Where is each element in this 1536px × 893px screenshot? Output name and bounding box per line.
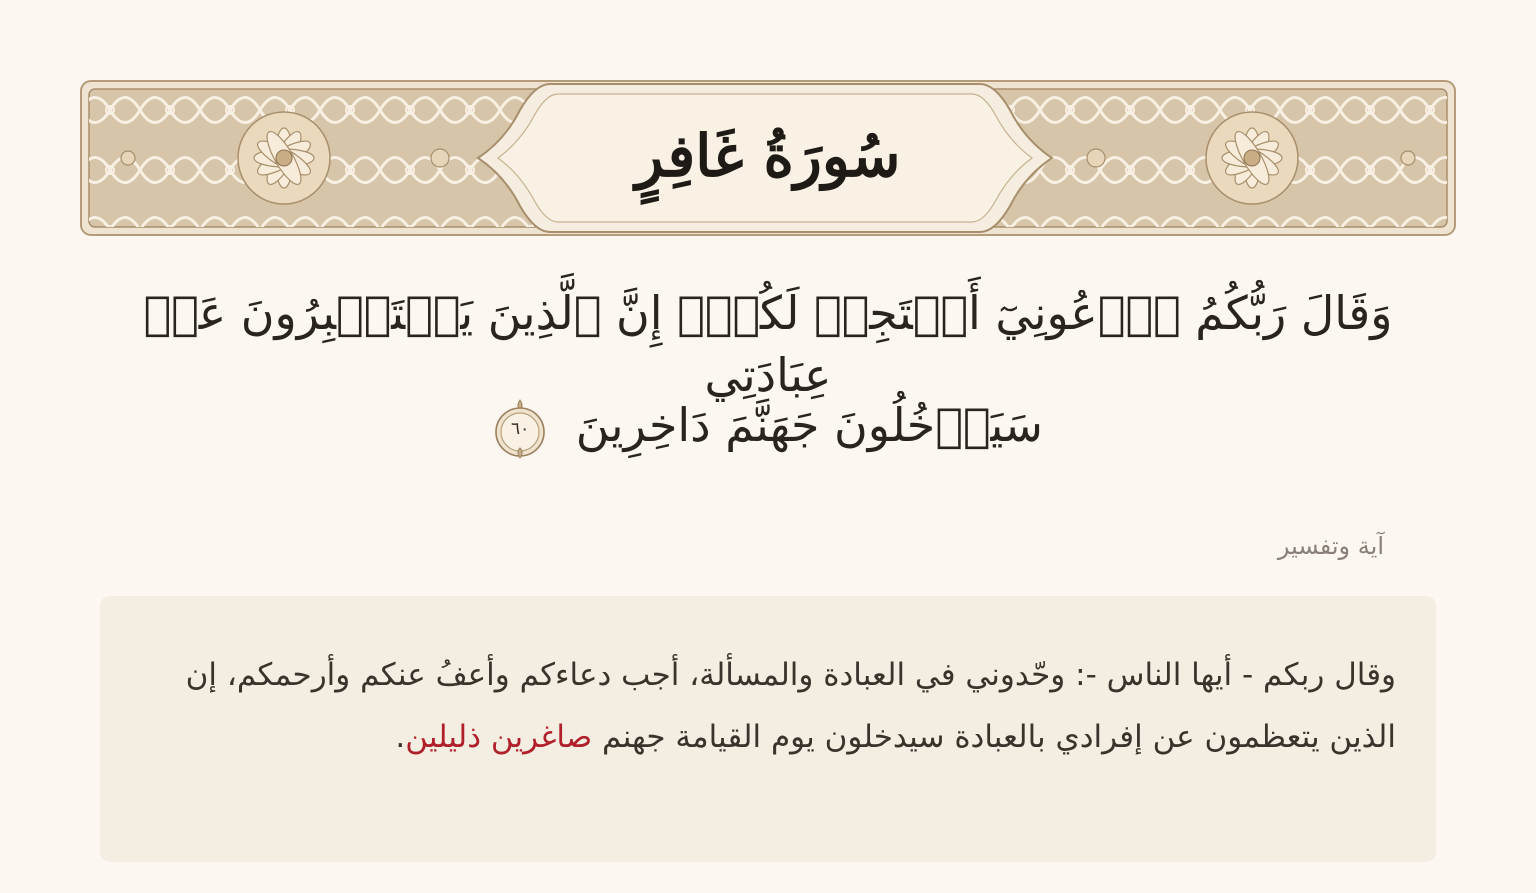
ayah-line-2-text: سَيَدۡخُلُونَ جَهَنَّمَ دَاخِرِينَ [575, 398, 1043, 452]
ayah-end-marker-icon [493, 398, 547, 460]
ayah-line-2 [130, 394, 1406, 460]
tafsir-end: . [395, 719, 406, 755]
tafsir-box [100, 596, 1436, 862]
surah-title: سُورَةُ غَافِرٍ [635, 122, 901, 190]
surah-banner [80, 80, 1456, 236]
tafsir-text [140, 644, 1396, 768]
tafsir-highlight: صاغرين ذليلين [405, 719, 593, 755]
tafsir-main: وقال ربكم - أيها الناس -: وحّدوني في العبادة والمسألة، أجب دعاءكم وأعفُ عنكم وأرحمكم، إن الذين يتعظمون عن إفرادي بالعبادة سيدخلون يوم القيامة جهنم [185, 657, 1396, 755]
ayah-number: ٦٠ [510, 419, 530, 439]
ayah-line-1: وَقَالَ رَبُّكُمُ ٱدۡعُونِيٓ أَسۡتَجِبۡ لَكُمۡۚ إِنَّ ٱلَّذِينَ يَسۡتَكۡبِرُونَ عَنۡ عِبَادَتِي [143, 286, 1393, 402]
section-label: آية وتفسير [1277, 532, 1384, 560]
